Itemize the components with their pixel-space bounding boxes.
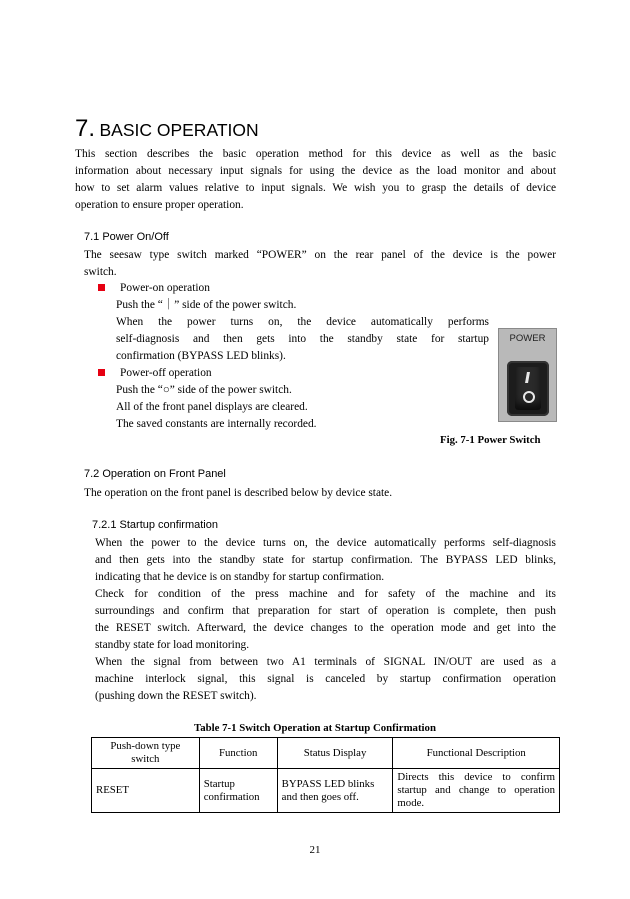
bullet-square-icon <box>98 369 105 376</box>
power-off-title: Power-off operation <box>120 367 212 379</box>
power-off-mark-icon <box>523 391 535 403</box>
power-on-title: Power-on operation <box>120 282 210 294</box>
table-cell: RESET <box>92 769 200 813</box>
chapter-title: BASIC OPERATION <box>99 120 259 140</box>
table-header-row <box>92 738 560 769</box>
section-7-2-heading: 7.2 Operation on Front Panel <box>84 468 226 480</box>
table-cell: Startup confirmation <box>199 769 277 813</box>
startup-line-9: machine interlock signal, this signal is canceled by startup confirmation operation <box>95 673 556 685</box>
startup-line-4: Check for condition of the press machine and for safety of the machine and its <box>95 588 556 600</box>
table-header-cell: Functional Description <box>393 738 560 769</box>
intro-line-4: operation to ensure proper operation. <box>75 199 244 211</box>
section-7-1-text-2: switch. <box>84 266 117 278</box>
page-number: 21 <box>309 844 321 856</box>
section-7-2-text: The operation on the front panel is described below by device state. <box>84 487 393 499</box>
section-7-2-1-heading: 7.2.1 Startup confirmation <box>92 519 218 531</box>
table-cell: BYPASS LED blinks and then goes off. <box>277 769 393 813</box>
bullet-square-icon <box>98 284 105 291</box>
intro-line-1: This section describes the basic operation method for this device as well as the basic <box>75 148 556 160</box>
startup-line-5: surroundings and confirm that preparation for start of operation is complete, then push <box>95 605 556 617</box>
switch-operation-table <box>91 737 560 813</box>
power-on-line-2: When the power turns on, the device automatically performs <box>116 316 489 328</box>
power-off-line-3: The saved constants are internally recorded. <box>116 418 317 430</box>
table-header-cell: Status Display <box>277 738 393 769</box>
power-on-line-3: self-diagnosis and then gets into the standby state for startup <box>116 333 489 345</box>
intro-line-3: how to set alarm values relative to input signals. We wish you to grasp the details of device <box>75 182 556 194</box>
section-7-1-text-1: The seesaw type switch marked “POWER” on the rear panel of the device is the power <box>84 249 556 261</box>
power-on-mark-icon <box>525 372 530 383</box>
power-switch-photo <box>498 328 557 422</box>
table-caption: Table 7-1 Switch Operation at Startup Confirmation <box>194 722 436 734</box>
startup-line-6: the RESET switch. Afterward, the device changes to the operation mode and get into the <box>95 622 556 634</box>
startup-line-3: indicating that he device is on standby for startup confirmation. <box>95 571 385 583</box>
power-on-line-4: confirmation (BYPASS LED blinks). <box>116 350 286 362</box>
power-label: POWER <box>509 333 546 344</box>
startup-line-8: When the signal from between two A1 terminals of SIGNAL IN/OUT are used as a <box>95 656 556 668</box>
power-off-line-1: Push the “○” side of the power switch. <box>116 384 292 396</box>
chapter-heading <box>75 115 259 143</box>
table-row <box>92 769 560 813</box>
rocker-switch-icon <box>507 361 549 416</box>
figure-caption: Fig. 7-1 Power Switch <box>440 434 541 446</box>
power-off-line-2: All of the front panel displays are cleared. <box>116 401 308 413</box>
chapter-number: 7. <box>75 115 96 142</box>
startup-line-2: and then gets into the standby state for startup confirmation. The BYPASS LED blinks, <box>95 554 556 566</box>
power-on-line-1: Push the “｜” side of the power switch. <box>116 299 297 311</box>
intro-line-2: information about necessary input signals for using the device as the load monitor and about <box>75 165 556 177</box>
section-7-1-heading: 7.1 Power On/Off <box>84 231 169 243</box>
startup-line-1: When the power to the device turns on, the device automatically performs self-diagnosis <box>95 537 556 549</box>
table-header-cell: Function <box>199 738 277 769</box>
startup-line-10: (pushing down the RESET switch). <box>95 690 257 702</box>
table-cell: Directs this device to confirm startup and change to operation mode. <box>393 769 560 813</box>
table-header-cell: Push-down type switch <box>92 738 200 769</box>
startup-line-7: standby state for load monitoring. <box>95 639 250 651</box>
